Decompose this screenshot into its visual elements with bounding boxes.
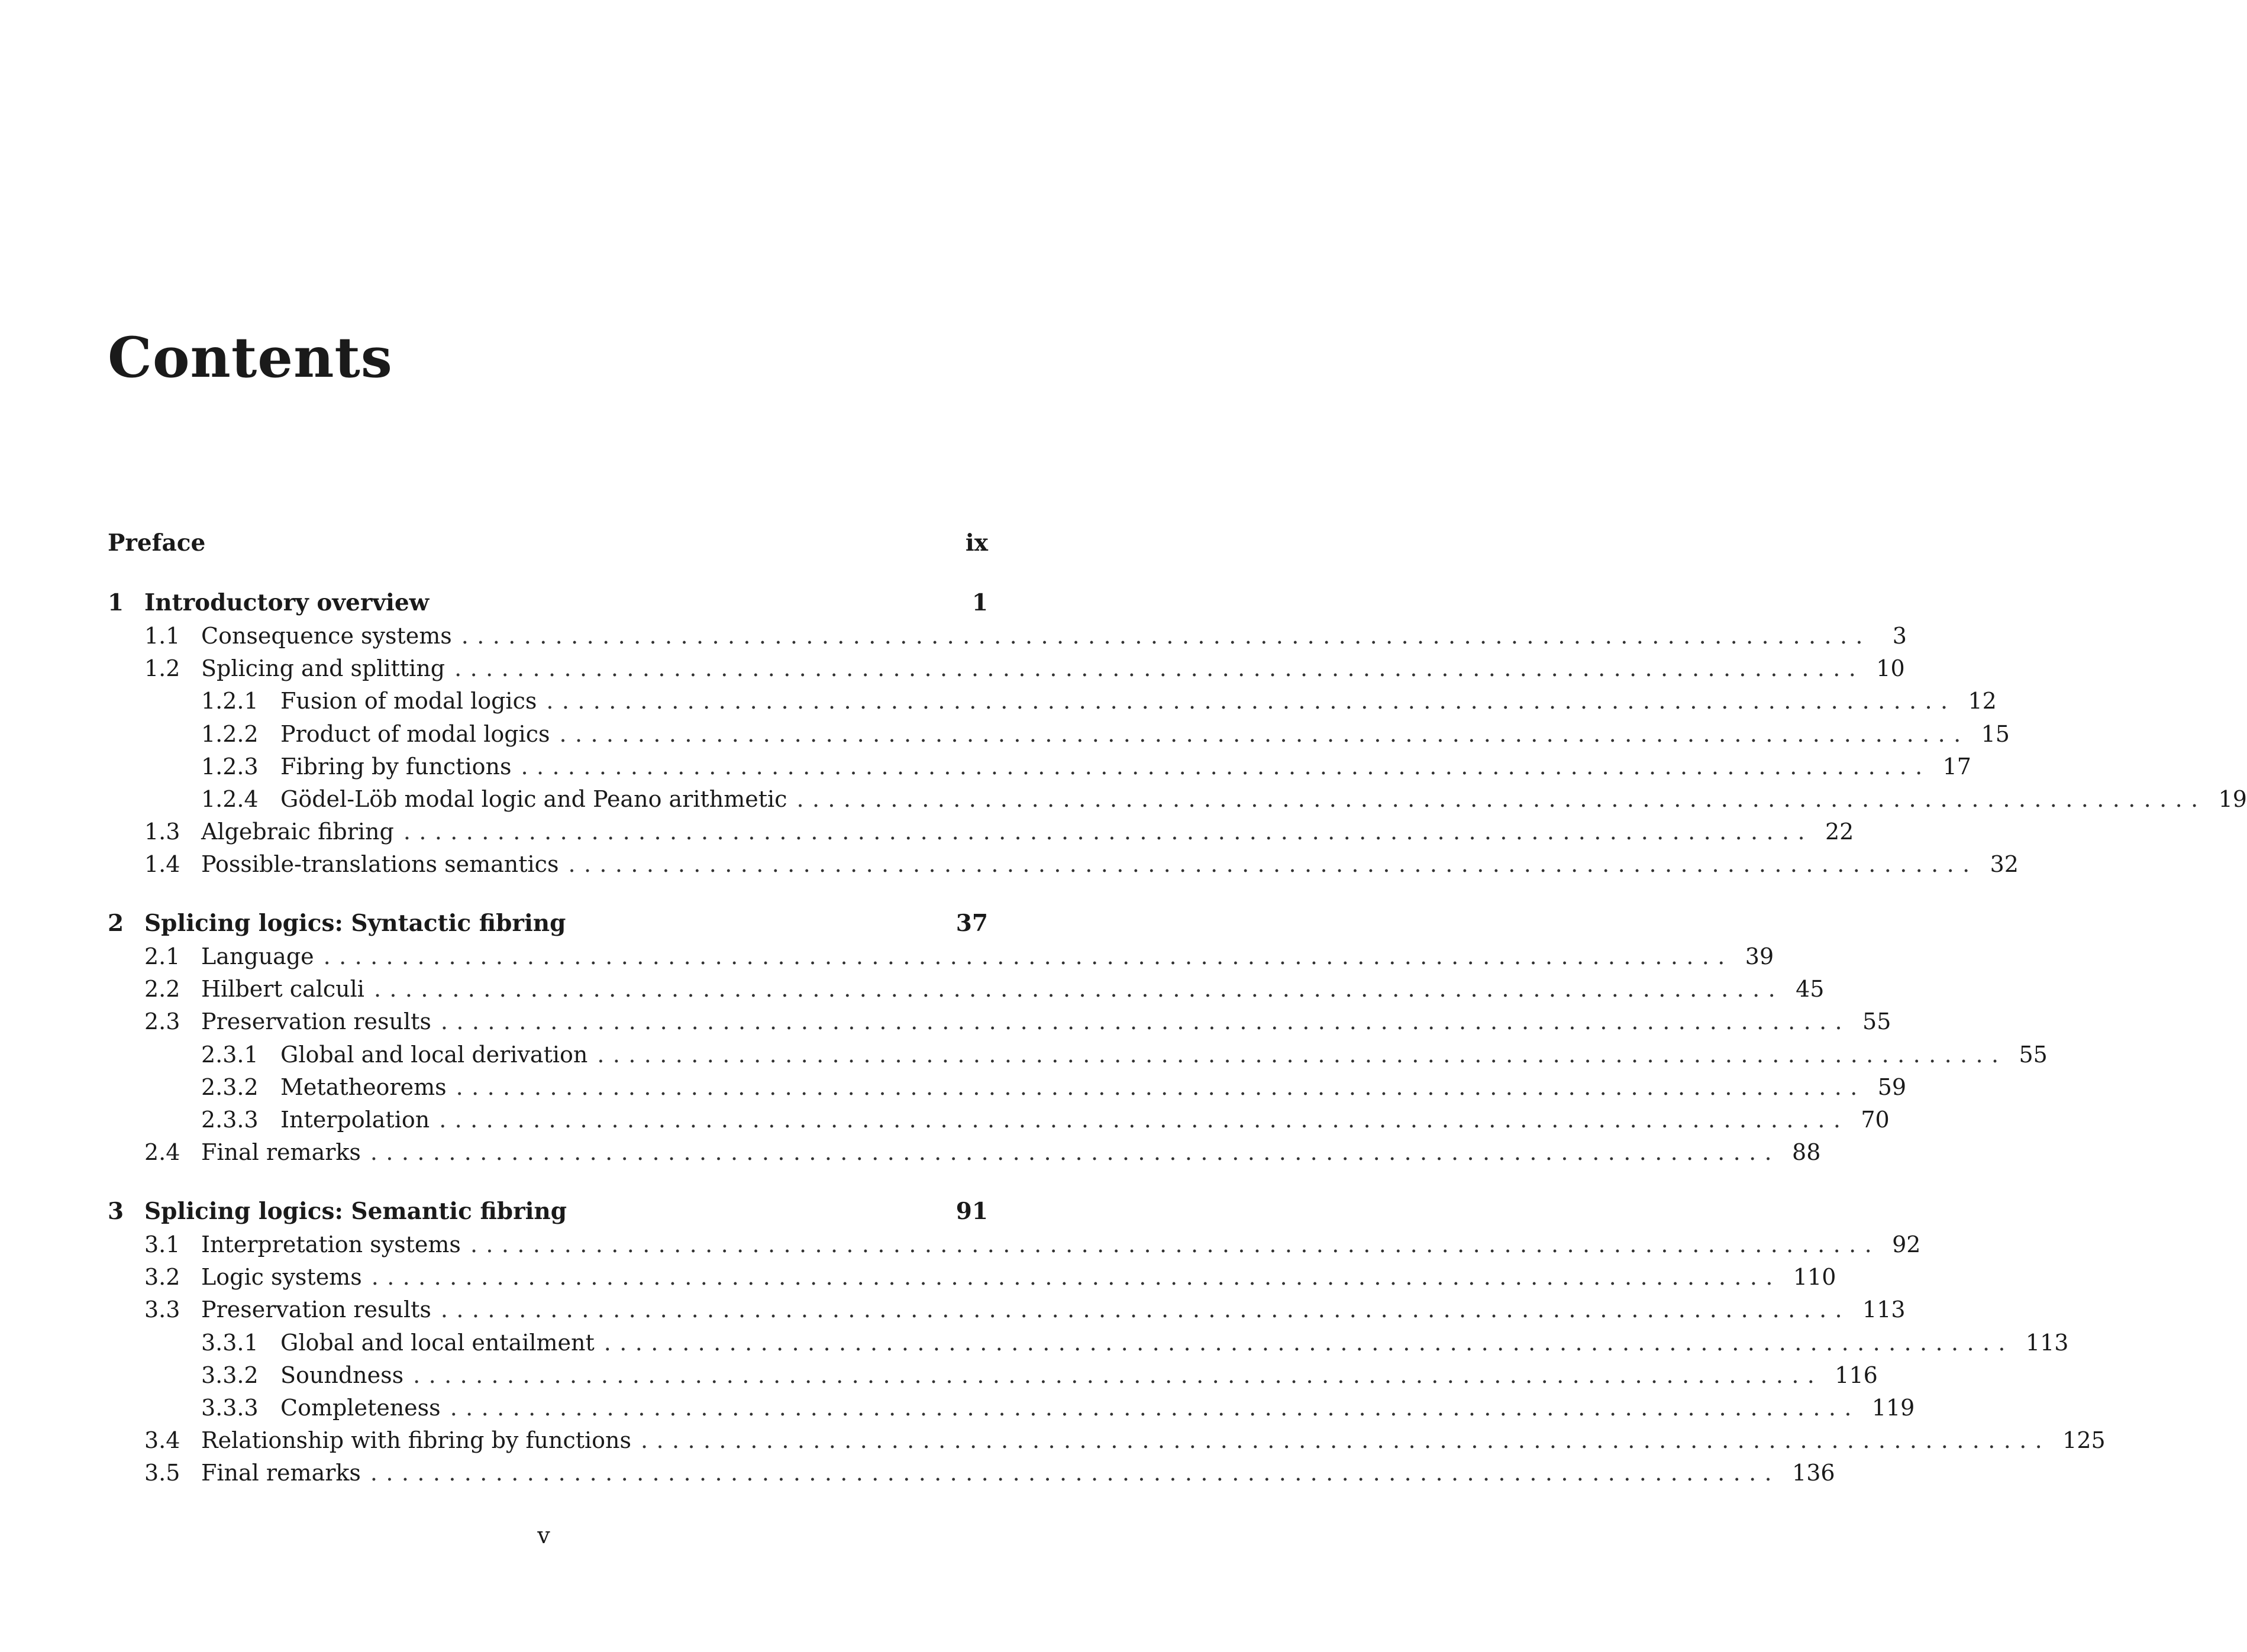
- toc-entry-number: 3.2: [144, 1264, 180, 1290]
- toc-entry-number: 1.1: [144, 623, 180, 649]
- toc-dot-leader: ..........................................................................................: [597, 1042, 2007, 1068]
- toc-entry-number: 1.4: [144, 851, 180, 877]
- toc-entry-title: Gödel-Löb modal logic and Peano arithmetic: [280, 786, 787, 812]
- toc-section[interactable]: [108, 1223, 1921, 1257]
- toc-entry-title: Global and local entailment: [280, 1330, 595, 1356]
- toc-subsection[interactable]: [108, 1386, 1915, 1421]
- toc-section[interactable]: [108, 646, 1905, 681]
- toc-entry-title: Consequence systems: [201, 623, 452, 649]
- toc-entry-number: 3.3: [144, 1297, 180, 1323]
- toc-entry-page: 136: [1792, 1460, 1835, 1486]
- toc-entry-title: Final remarks: [201, 1139, 361, 1165]
- toc-dot-leader: ..........................................................................................: [403, 819, 1813, 845]
- toc-entry-number: 2.3: [144, 1008, 180, 1034]
- toc-entry-page: 22: [1825, 819, 1854, 845]
- toc-entry-number: 3.3.2: [201, 1362, 259, 1388]
- toc-entry-title: Interpretation systems: [201, 1231, 461, 1257]
- toc-entry-title: Fibring by functions: [280, 754, 512, 780]
- toc-dot-leader: ..........................................................................................: [450, 1395, 1860, 1421]
- toc-entry-page: 55: [2019, 1042, 2048, 1068]
- toc-entry-page: 15: [1981, 721, 2010, 747]
- toc-section[interactable]: [108, 842, 2019, 877]
- toc-entry-page: 113: [2025, 1330, 2069, 1356]
- toc-dot-leader: ..........................................................................................: [413, 1362, 1823, 1388]
- toc-entry-title: Soundness: [280, 1362, 404, 1388]
- toc-entry-title: Metatheorems: [280, 1074, 447, 1100]
- toc-dot-leader: ..........................................................................................: [440, 1297, 1851, 1323]
- toc-entry-page: 19: [2218, 786, 2247, 812]
- toc-entry-page: 119: [1871, 1395, 1915, 1421]
- toc-entry-title: Preservation results: [201, 1297, 431, 1323]
- toc-entry-title: Splicing and splitting: [201, 655, 445, 681]
- toc-entry-page: 37: [955, 910, 988, 937]
- toc-entry-title: Final remarks: [201, 1460, 361, 1486]
- toc-entry-number: 2.3.2: [201, 1074, 259, 1100]
- toc-chapter[interactable]: [108, 1190, 988, 1223]
- toc-chapter[interactable]: [108, 581, 988, 615]
- toc-dot-leader: ..........................................................................................: [440, 1008, 1851, 1034]
- toc-entry-title: Product of modal logics: [280, 721, 550, 747]
- toc-dot-leader: ..........................................................................................: [796, 786, 2207, 812]
- toc-dot-leader: ..........................................................................................: [546, 688, 1957, 714]
- toc-section[interactable]: [108, 1288, 1906, 1323]
- toc-section[interactable]: [108, 810, 1854, 845]
- toc-entry-page: 12: [1968, 688, 1997, 714]
- toc-entry-number: 3.5: [144, 1460, 180, 1486]
- toc-section[interactable]: [108, 935, 1774, 969]
- toc-entry-number: 1.2.4: [201, 786, 259, 812]
- toc-entry-number: 2.2: [144, 976, 180, 1002]
- toc-dot-leader: ..........................................................................................: [370, 1460, 1781, 1486]
- toc-entry-number: 1.2.2: [201, 721, 259, 747]
- toc-entry-title: Relationship with fibring by functions: [201, 1427, 632, 1453]
- toc-entry-page: 55: [1862, 1008, 1891, 1034]
- toc-entry-title: Splicing logics: Syntactic fibring: [144, 910, 566, 937]
- toc-entry-number: 1: [108, 589, 124, 616]
- toc-subsection[interactable]: [108, 712, 2010, 747]
- toc-subsection[interactable]: [108, 1065, 1907, 1100]
- toc-entry-page: 70: [1861, 1107, 1890, 1133]
- toc-entry-page: 45: [1796, 976, 1825, 1002]
- toc-section[interactable]: [108, 1255, 1836, 1290]
- toc-dot-leader: ..........................................................................................: [371, 1264, 1781, 1290]
- toc-entry-title: Introductory overview: [144, 589, 430, 616]
- toc-entry-page: 110: [1793, 1264, 1836, 1290]
- toc-chapter[interactable]: [108, 902, 988, 935]
- toc-entry-number: 2: [108, 910, 124, 937]
- toc-entry-number: 3.3.3: [201, 1395, 259, 1421]
- toc-dot-leader: ..........................................................................................: [373, 976, 1784, 1002]
- toc-dot-leader: ..........................................................................................: [439, 1107, 1849, 1133]
- toc-section[interactable]: [108, 1130, 1821, 1165]
- toc-entry-title: Splicing logics: Semantic fibring: [144, 1198, 567, 1225]
- toc-subsection[interactable]: [108, 777, 2247, 812]
- toc-dot-leader: ..........................................................................................: [470, 1231, 1881, 1257]
- toc-entry-number: 1.3: [144, 819, 180, 845]
- toc-entry-title: Interpolation: [280, 1107, 430, 1133]
- toc-dot-leader: ..........................................................................................: [641, 1427, 2051, 1453]
- toc-subsection[interactable]: [108, 679, 1997, 714]
- toc-entry-title: Hilbert calculi: [201, 976, 364, 1002]
- toc-entry-number: 3: [108, 1198, 124, 1225]
- toc-entry-page: 116: [1835, 1362, 1878, 1388]
- toc-dot-leader: ..........................................................................................: [559, 721, 1970, 747]
- toc-entry-number: 1.2.1: [201, 688, 259, 714]
- toc-entry-page: 88: [1792, 1139, 1821, 1165]
- toc-dot-leader: ..........................................................................................: [454, 655, 1865, 681]
- toc-entry-title: Fusion of modal logics: [280, 688, 537, 714]
- toc-entry-number: 1.2.3: [201, 754, 259, 780]
- toc-section[interactable]: [108, 1000, 1891, 1034]
- toc-entry-title: Preface: [108, 529, 206, 557]
- toc-dot-leader: ..........................................................................................: [521, 754, 1931, 780]
- toc-subsection[interactable]: [108, 1098, 1890, 1133]
- toc-entry-number: 3.3.1: [201, 1330, 259, 1356]
- toc-entry-page: 39: [1745, 943, 1774, 969]
- toc-dot-leader: ..........................................................................................: [456, 1074, 1866, 1100]
- toc-entry-title: Global and local derivation: [280, 1042, 588, 1068]
- toc-entry-page: 3: [1892, 623, 1907, 649]
- toc-dot-leader: ..........................................................................................: [323, 943, 1733, 969]
- toc-entry-number: 3.1: [144, 1231, 180, 1257]
- toc-entry-page: 1: [971, 589, 988, 616]
- toc-section[interactable]: [108, 1451, 1835, 1486]
- toc-entry-number: 2.1: [144, 943, 180, 969]
- toc-dot-leader: ..........................................................................................: [461, 623, 1871, 649]
- toc-subsection[interactable]: [108, 1033, 2048, 1068]
- toc-section[interactable]: [108, 1418, 2106, 1453]
- toc-dot-leader: ..........................................................................................: [603, 1330, 2014, 1356]
- toc-subsection[interactable]: [108, 745, 1971, 780]
- toc-entry-title: Language: [201, 943, 314, 969]
- toc-entry-number: 2.3.1: [201, 1042, 259, 1068]
- toc-entry-number: 2.4: [144, 1139, 180, 1165]
- toc-entry-title: Completeness: [280, 1395, 441, 1421]
- toc-entry-page: 125: [2062, 1427, 2106, 1453]
- toc-subsection[interactable]: [108, 1353, 1878, 1388]
- page-title: Contents: [108, 325, 393, 390]
- toc-entry-page: ix: [965, 529, 988, 557]
- toc-entry-page: 32: [1990, 851, 2019, 877]
- toc-dot-leader: ..........................................................................................: [568, 851, 1978, 877]
- toc-entry-title: Algebraic fibring: [201, 819, 394, 845]
- toc-preface[interactable]: [108, 522, 988, 555]
- toc-entry-title: Logic systems: [201, 1264, 362, 1290]
- toc-entry-page: 113: [1862, 1297, 1906, 1323]
- toc-entry-page: 59: [1877, 1074, 1907, 1100]
- toc-entry-title: Possible-translations semantics: [201, 851, 559, 877]
- toc-section[interactable]: [108, 614, 1907, 649]
- toc-entry-number: 1.2: [144, 655, 180, 681]
- toc-subsection[interactable]: [108, 1321, 2069, 1356]
- toc-entry-number: 3.4: [144, 1427, 180, 1453]
- toc-entry-title: Preservation results: [201, 1008, 431, 1034]
- toc-entry-page: 92: [1892, 1231, 1921, 1257]
- page-number: v: [537, 1522, 550, 1548]
- toc-entry-page: 17: [1942, 754, 1971, 780]
- toc-section[interactable]: [108, 967, 1825, 1002]
- toc-entry-page: 10: [1876, 655, 1905, 681]
- toc-entry-number: 2.3.3: [201, 1107, 259, 1133]
- toc-entry-page: 91: [955, 1198, 988, 1225]
- toc-dot-leader: ..........................................................................................: [370, 1139, 1781, 1165]
